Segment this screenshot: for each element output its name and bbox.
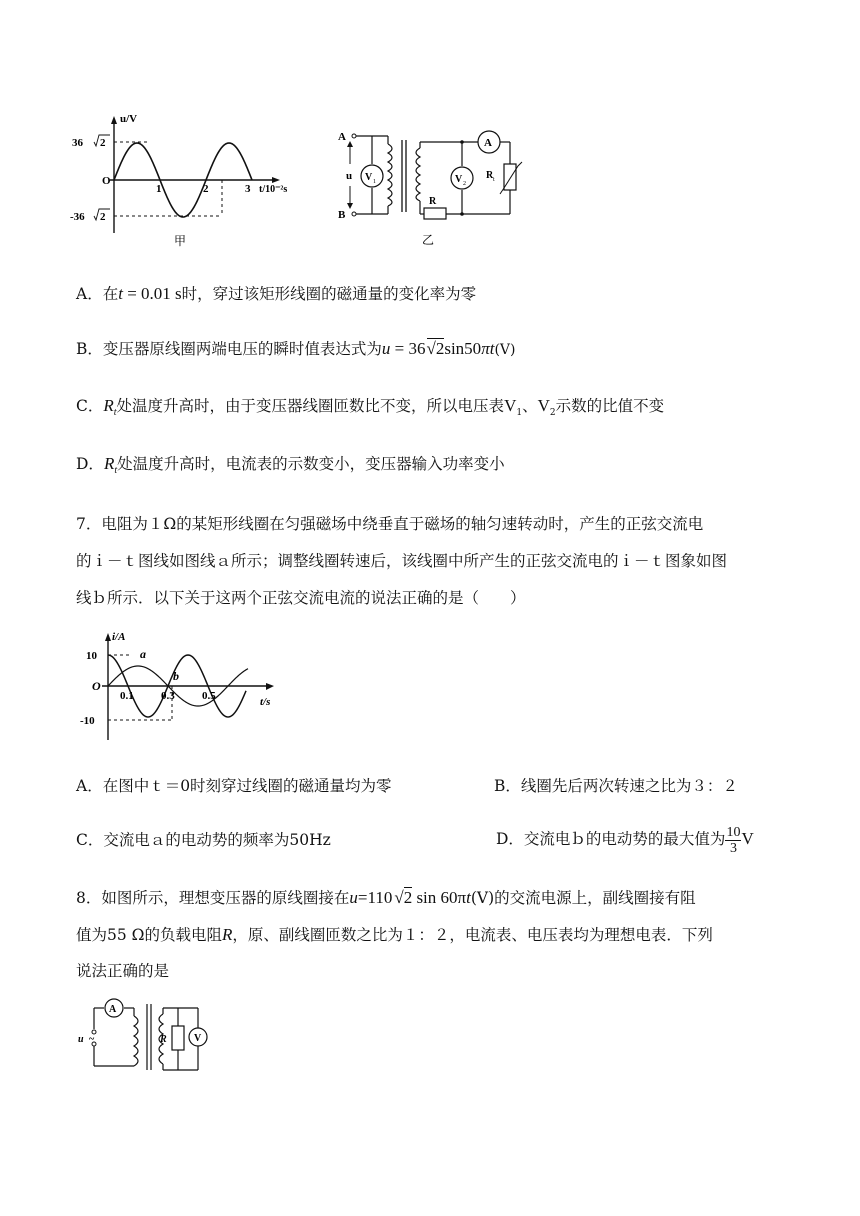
svg-text:R: R bbox=[160, 1034, 167, 1045]
yi-caption: 乙 bbox=[422, 233, 435, 247]
svg-text:2: 2 bbox=[463, 181, 466, 187]
q7-option-B: B．线圈先后两次转速之比为３：２ bbox=[494, 777, 738, 795]
yi-voltmeter-V1 bbox=[361, 165, 383, 187]
q8-label-u: u bbox=[78, 1034, 84, 1045]
yi-label-A: A bbox=[338, 131, 346, 143]
q6-option-C: C．$R_t$处温度升高时，由于变压器线圈匝数比不变，所以电压表$V_1$、$V_2$示数的比值不变 bbox=[76, 396, 665, 419]
q7-stem-line-2: 的ｉ－ｔ图线如图线ａ所示；调整线圈转速后，该线圈中所产生的正弦交流电的ｉ－ｔ图象如图 bbox=[76, 552, 728, 570]
q7-xtick-0.3: 0.3 bbox=[161, 690, 175, 702]
svg-text:R: R bbox=[429, 196, 437, 207]
q8-transformer-circuit bbox=[74, 996, 224, 1074]
q8-stem-line-2: 值为55 Ω的负载电阻R，原、副线圈匝数之比为１：２，电流表、电压表均为理想电表．下列 bbox=[76, 925, 713, 944]
q8-voltmeter bbox=[189, 1028, 207, 1046]
svg-text:1: 1 bbox=[373, 179, 376, 185]
yi-thermistor-Rt bbox=[486, 162, 522, 194]
q7-y-axis-label: i/A bbox=[112, 631, 126, 643]
svg-text:A: A bbox=[484, 137, 492, 149]
q7-x-axis-label: t/s bbox=[260, 696, 271, 708]
svg-text:R: R bbox=[486, 170, 494, 181]
q7-ytick-10: 10 bbox=[86, 650, 97, 662]
q8-resistor-R bbox=[159, 1026, 184, 1050]
svg-text:36: 36 bbox=[72, 137, 83, 149]
q7-curve-b-label: b bbox=[173, 669, 179, 683]
q6-option-D: D．$R_t$处温度升高时，电流表的示数变小，变压器输入功率变小 bbox=[76, 454, 505, 477]
svg-text:2: 2 bbox=[100, 137, 106, 149]
q7-origin-label: O bbox=[92, 679, 101, 693]
q7-stem-line-1: 7．电阻为１Ω的某矩形线圈在匀强磁场中绕垂直于磁场的轴匀速转动时，产生的正弦交流电 bbox=[76, 515, 704, 533]
jia-origin-label: O bbox=[102, 175, 111, 187]
yi-ammeter bbox=[478, 131, 500, 153]
q6-option-B: B．变压器原线圈两端电压的瞬时值表达式为u = 36√2sin50πt(V) bbox=[76, 339, 516, 358]
q7-option-A: A．在图中ｔ＝0时刻穿过线圈的磁通量均为零 bbox=[76, 777, 392, 795]
jia-x-axis-label: t/10⁻²s bbox=[259, 184, 288, 195]
svg-text:A: A bbox=[109, 1004, 117, 1015]
jia-ymax-label bbox=[72, 135, 110, 149]
q7-xtick-0.5: 0.5 bbox=[202, 690, 216, 702]
jia-xtick-2: 2 bbox=[203, 183, 209, 195]
jia-y-axis-label: u/V bbox=[120, 113, 138, 125]
q7-curve-a-label: a bbox=[140, 647, 146, 661]
svg-text:-36: -36 bbox=[70, 211, 85, 223]
q7-stem-line-3: 线ｂ所示．以下关于这两个正弦交流电流的说法正确的是（ ） bbox=[76, 589, 526, 607]
yi-resistor-R bbox=[424, 196, 446, 219]
figure-jia-voltage-graph bbox=[70, 108, 320, 253]
q7-xtick-0.1: 0.1 bbox=[120, 690, 134, 702]
q8-tilde: ~ bbox=[89, 1034, 95, 1045]
jia-xtick-1: 1 bbox=[156, 183, 162, 195]
figure-yi-transformer-circuit bbox=[328, 122, 538, 252]
yi-label-u: u bbox=[346, 170, 353, 182]
q8-ammeter bbox=[105, 999, 123, 1017]
svg-text:2: 2 bbox=[100, 211, 106, 223]
q7-option-D: D．交流电ｂ的电动势的最大值为 $\frac{10}{3}$ V bbox=[496, 824, 754, 856]
jia-caption: 甲 bbox=[174, 234, 187, 248]
svg-text:V: V bbox=[455, 174, 463, 185]
jia-ymin-label bbox=[70, 209, 110, 223]
q7-ytick-minus10: -10 bbox=[80, 715, 95, 727]
q7-it-graph bbox=[80, 628, 290, 746]
q8-stem-line-3: 说法正确的是 bbox=[76, 962, 170, 980]
svg-text:V: V bbox=[194, 1033, 202, 1044]
svg-text:t: t bbox=[493, 177, 495, 183]
yi-label-B: B bbox=[338, 209, 346, 221]
q7-option-C: C．交流电ａ的电动势的频率为50Hz bbox=[76, 831, 331, 849]
q8-stem-line-1: 8．如图所示，理想变压器的原线圈接在u=110 √2 sin 60πt(V)的交流电源上，副线圈接有阻 bbox=[76, 888, 696, 907]
q6-option-A: A．在t = 0.01 s时，穿过该矩形线圈的磁通量的变化率为零 bbox=[76, 284, 477, 303]
jia-xtick-3: 3 bbox=[245, 183, 251, 195]
yi-voltmeter-V2 bbox=[451, 167, 473, 189]
svg-text:V: V bbox=[365, 172, 373, 183]
